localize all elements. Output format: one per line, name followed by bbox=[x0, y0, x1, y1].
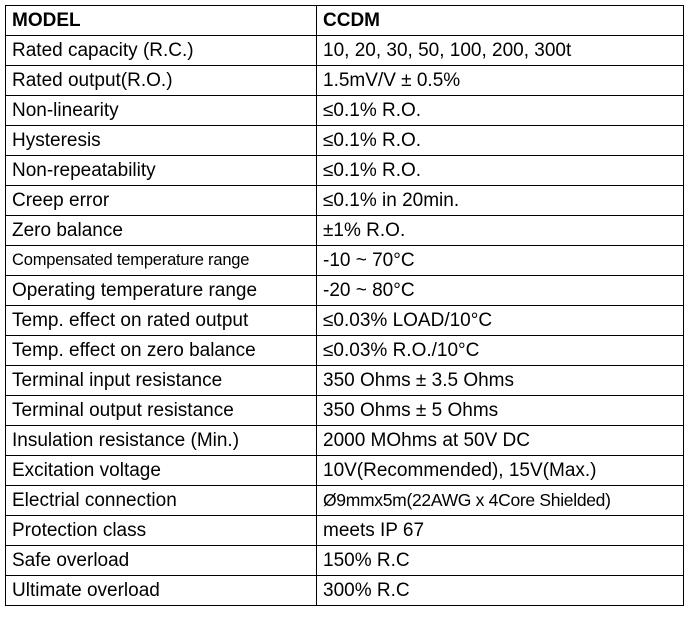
param-cell: Operating temperature range bbox=[6, 276, 317, 306]
param-cell: Electrial connection bbox=[6, 486, 317, 516]
table-row bbox=[6, 66, 684, 96]
value-cell: Ø9mmx5m(22AWG x 4Core Shielded) bbox=[317, 486, 684, 516]
table-row bbox=[6, 366, 684, 396]
value-cell: 150% R.C bbox=[317, 546, 684, 576]
table-row bbox=[6, 246, 684, 276]
value-cell: 300% R.C bbox=[317, 576, 684, 606]
table-row bbox=[6, 336, 684, 366]
value-cell: ±1% R.O. bbox=[317, 216, 684, 246]
value-cell: meets IP 67 bbox=[317, 516, 684, 546]
table-row bbox=[6, 276, 684, 306]
value-cell: ≤0.1% R.O. bbox=[317, 156, 684, 186]
param-cell: Creep error bbox=[6, 186, 317, 216]
spec-table bbox=[5, 5, 684, 606]
spec-body bbox=[6, 36, 684, 606]
table-row bbox=[6, 516, 684, 546]
table-row bbox=[6, 126, 684, 156]
param-cell: Rated output(R.O.) bbox=[6, 66, 317, 96]
value-cell: ≤0.03% R.O./10°C bbox=[317, 336, 684, 366]
param-cell: Compensated temperature range bbox=[6, 246, 317, 276]
param-cell: Excitation voltage bbox=[6, 456, 317, 486]
value-cell: 10V(Recommended), 15V(Max.) bbox=[317, 456, 684, 486]
table-row bbox=[6, 156, 684, 186]
param-cell: Temp. effect on rated output bbox=[6, 306, 317, 336]
value-cell: 1.5mV/V ± 0.5% bbox=[317, 66, 684, 96]
table-row bbox=[6, 456, 684, 486]
param-cell: Non-linearity bbox=[6, 96, 317, 126]
param-cell: Zero balance bbox=[6, 216, 317, 246]
param-cell: Ultimate overload bbox=[6, 576, 317, 606]
param-cell: Protection class bbox=[6, 516, 317, 546]
value-cell: -20 ~ 80°C bbox=[317, 276, 684, 306]
table-row bbox=[6, 306, 684, 336]
header-model-cell: CCDM bbox=[317, 6, 684, 36]
table-row bbox=[6, 396, 684, 426]
param-cell: Rated capacity (R.C.) bbox=[6, 36, 317, 66]
table-row bbox=[6, 36, 684, 66]
header-param-cell: MODEL bbox=[6, 6, 317, 36]
value-cell: ≤0.1% R.O. bbox=[317, 96, 684, 126]
value-cell: 350 Ohms ± 3.5 Ohms bbox=[317, 366, 684, 396]
param-cell: Terminal output resistance bbox=[6, 396, 317, 426]
value-cell: 2000 MOhms at 50V DC bbox=[317, 426, 684, 456]
value-cell: ≤0.03% LOAD/10°C bbox=[317, 306, 684, 336]
table-row bbox=[6, 216, 684, 246]
table-row bbox=[6, 576, 684, 606]
value-cell: ≤0.1% in 20min. bbox=[317, 186, 684, 216]
param-cell: Temp. effect on zero balance bbox=[6, 336, 317, 366]
table-row bbox=[6, 186, 684, 216]
table-row bbox=[6, 486, 684, 516]
table-row bbox=[6, 426, 684, 456]
value-cell: -10 ~ 70°C bbox=[317, 246, 684, 276]
param-cell: Insulation resistance (Min.) bbox=[6, 426, 317, 456]
param-cell: Safe overload bbox=[6, 546, 317, 576]
table-row bbox=[6, 546, 684, 576]
header-row bbox=[6, 6, 684, 36]
value-cell: 350 Ohms ± 5 Ohms bbox=[317, 396, 684, 426]
param-cell: Hysteresis bbox=[6, 126, 317, 156]
value-cell: ≤0.1% R.O. bbox=[317, 126, 684, 156]
param-cell: Terminal input resistance bbox=[6, 366, 317, 396]
table-row bbox=[6, 96, 684, 126]
param-cell: Non-repeatability bbox=[6, 156, 317, 186]
value-cell: 10, 20, 30, 50, 100, 200, 300t bbox=[317, 36, 684, 66]
